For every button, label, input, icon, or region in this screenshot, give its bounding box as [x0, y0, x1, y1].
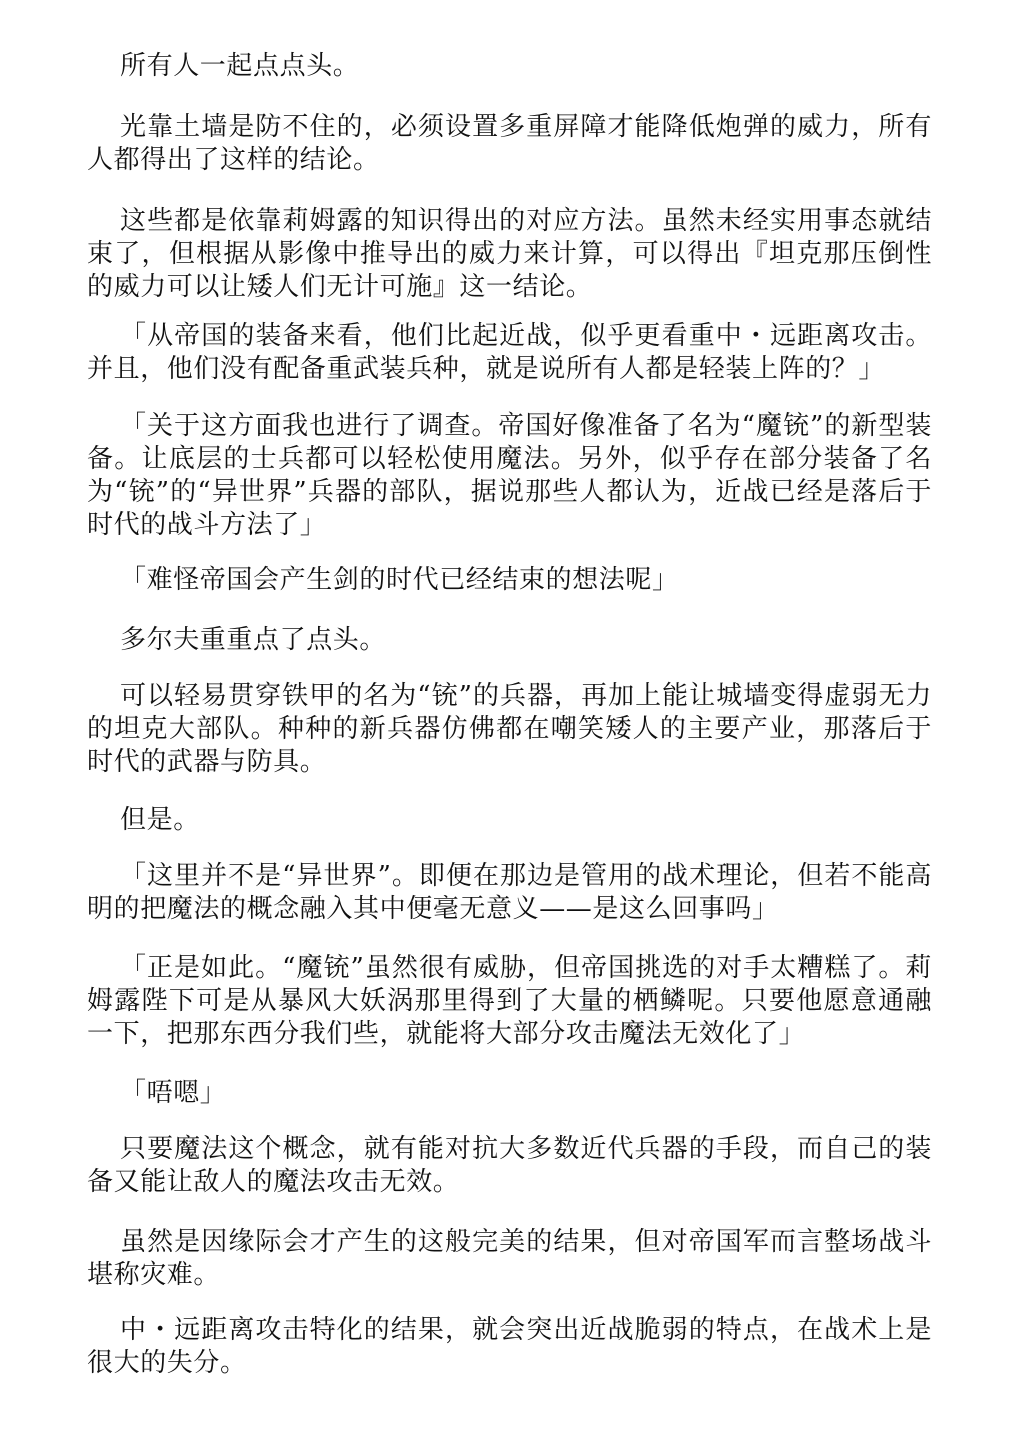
paragraph-13: 只要魔法这个概念，就有能对抗大多数近代兵器的手段，而自己的装备又能让敌人的魔法攻击无效。: [87, 1134, 932, 1197]
paragraph-11-dialogue: 「正是如此。“魔铳”虽然很有威胁，但帝国挑选的对手太糟糕了。莉姆露陛下可是从暴风大妖涡那里得到了大量的栖鳞呢。只要他愿意通融一下，把那东西分我们些，就能将大部分攻击魔法无效化了」: [87, 953, 932, 1049]
paragraph-3: 这些都是依靠莉姆露的知识得出的对应方法。虽然未经实用事态就结束了，但根据从影像中推导出的威力来计算，可以得出『坦克那压倒性的威力可以让矮人们无计可施』这一结论。: [87, 206, 932, 302]
paragraph-9: 但是。: [120, 805, 200, 835]
paragraph-1: 所有人一起点点头。: [120, 51, 360, 81]
paragraph-12-dialogue: 「唔嗯」: [120, 1078, 227, 1108]
paragraph-2: 光靠土墙是防不住的，必须设置多重屏障才能降低炮弹的威力，所有人都得出了这样的结论。: [87, 112, 932, 175]
paragraph-4-dialogue: 「从帝国的装备来看，他们比起近战，似乎更看重中・远距离攻击。并且，他们没有配备重武装兵种，就是说所有人都是轻装上阵的？」: [87, 321, 932, 384]
paragraph-5-dialogue: 「关于这方面我也进行了调查。帝国好像准备了名为“魔铳”的新型装备。让底层的士兵都可以轻松使用魔法。另外，似乎存在部分装备了名为“铳”的“异世界”兵器的部队，据说那些人都认为，近战已经是落后于时代的战斗方法了」: [87, 411, 932, 540]
paragraph-6-dialogue: 「难怪帝国会产生剑的时代已经结束的想法呢」: [120, 565, 679, 595]
paragraph-8: 可以轻易贯穿铁甲的名为“铳”的兵器，再加上能让城墙变得虚弱无力的坦克大部队。种种的新兵器仿佛都在嘲笑矮人的主要产业，那落后于时代的武器与防具。: [87, 681, 932, 777]
paragraph-7: 多尔夫重重点了点头。: [120, 625, 387, 655]
paragraph-10-dialogue: 「这里并不是“异世界”。即便在那边是管用的战术理论，但若不能高明的把魔法的概念融入其中便毫无意义——是这么回事吗」: [87, 861, 932, 924]
paragraph-15: 中・远距离攻击特化的结果，就会突出近战脆弱的特点，在战术上是很大的失分。: [87, 1315, 932, 1378]
paragraph-14: 虽然是因缘际会才产生的这般完美的结果，但对帝国军而言整场战斗堪称灾难。: [87, 1227, 932, 1290]
